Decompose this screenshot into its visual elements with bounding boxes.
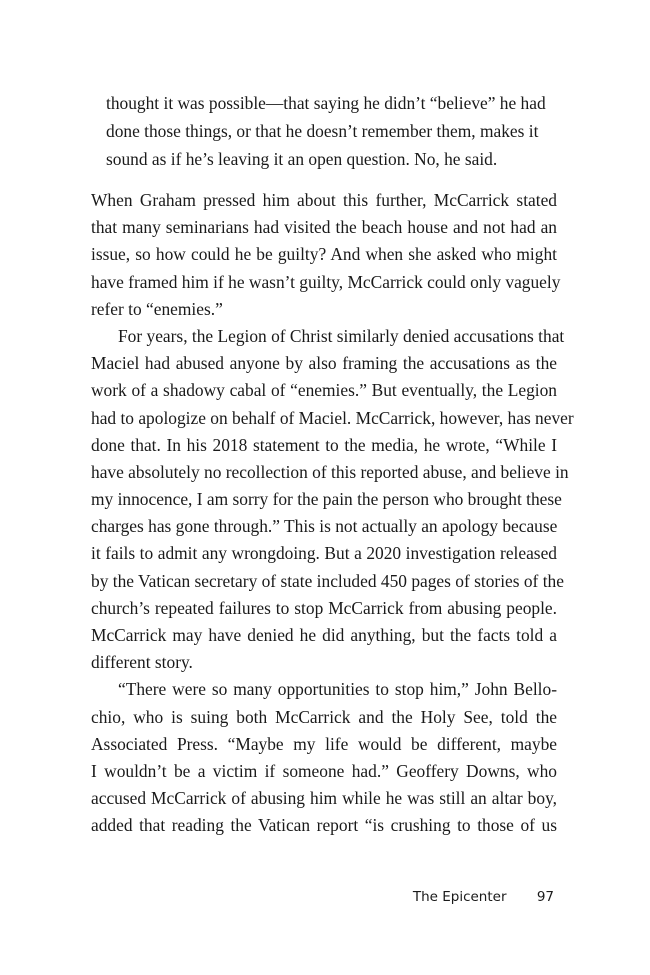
text-line: I wouldn’t be a victim if someone had.” Geoffery Downs, who — [91, 760, 557, 781]
quote-line: sound as if he’s leaving it an open question. No, he said. — [106, 149, 498, 169]
paragraph — [91, 676, 557, 839]
page-number: 97 — [536, 889, 554, 905]
text-line: had to apologize on behalf of Maciel. McCarrick, however, has never — [91, 407, 574, 428]
block-quote — [106, 89, 558, 173]
body-text — [91, 187, 574, 840]
text-line: have absolutely no recollection of this reported abuse, and believe in — [91, 461, 569, 482]
text-line: added that reading the Vatican report “is crushing to those of us — [91, 815, 557, 836]
text-line: done that. In his 2018 statement to the media, he wrote, “While I — [91, 434, 557, 455]
text-line: Associated Press. “Maybe my life would be different, maybe — [91, 733, 557, 754]
text-line: that many seminarians had visited the beach house and not had an — [91, 217, 557, 238]
text-line: McCarrick may have denied he did anything, but the facts told a — [91, 625, 557, 645]
paragraph — [91, 187, 561, 323]
text-line: “There were so many opportunities to stop him,” John Bello- — [118, 679, 557, 700]
text-line: For years, the Legion of Christ similarly denied accusations that — [118, 325, 565, 346]
text-line: refer to “enemies.” — [91, 298, 223, 319]
text-line: church’s repeated failures to stop McCarrick from abusing people. — [91, 597, 557, 618]
page-footer — [413, 889, 554, 905]
text-line: chio, who is suing both McCarrick and the Holy See, told the — [91, 706, 557, 727]
text-line: have framed him if he wasn’t guilty, McCarrick could only vaguely — [91, 271, 561, 292]
text-line: my innocence, I am sorry for the pain the person who brought these — [91, 489, 562, 510]
text-line: When Graham pressed him about this further, McCarrick stated — [91, 190, 557, 210]
text-line: charges has gone through.” This is not actually an apology because — [91, 516, 558, 537]
quote-line: done those things, or that he doesn’t remember them, makes it — [106, 121, 539, 141]
running-head: The Epicenter — [412, 889, 507, 905]
quote-line: thought it was possible—that saying he didn’t “believe” he had — [106, 93, 546, 113]
text-line: accused McCarrick of abusing him while he was still an altar boy, — [91, 788, 557, 809]
paragraph — [91, 323, 574, 676]
text-line: issue, so how could he be guilty? And when she asked who might — [91, 244, 557, 265]
text-line: different story. — [91, 652, 193, 673]
text-line: by the Vatican secretary of state included 450 pages of stories of the — [91, 570, 564, 591]
text-line: work of a shadowy cabal of “enemies.” But eventually, the Legion — [91, 380, 557, 401]
text-line: Maciel had abused anyone by also framing the accusations as the — [91, 353, 557, 374]
text-line: it fails to admit any wrongdoing. But a 2020 investigation released — [91, 543, 557, 564]
